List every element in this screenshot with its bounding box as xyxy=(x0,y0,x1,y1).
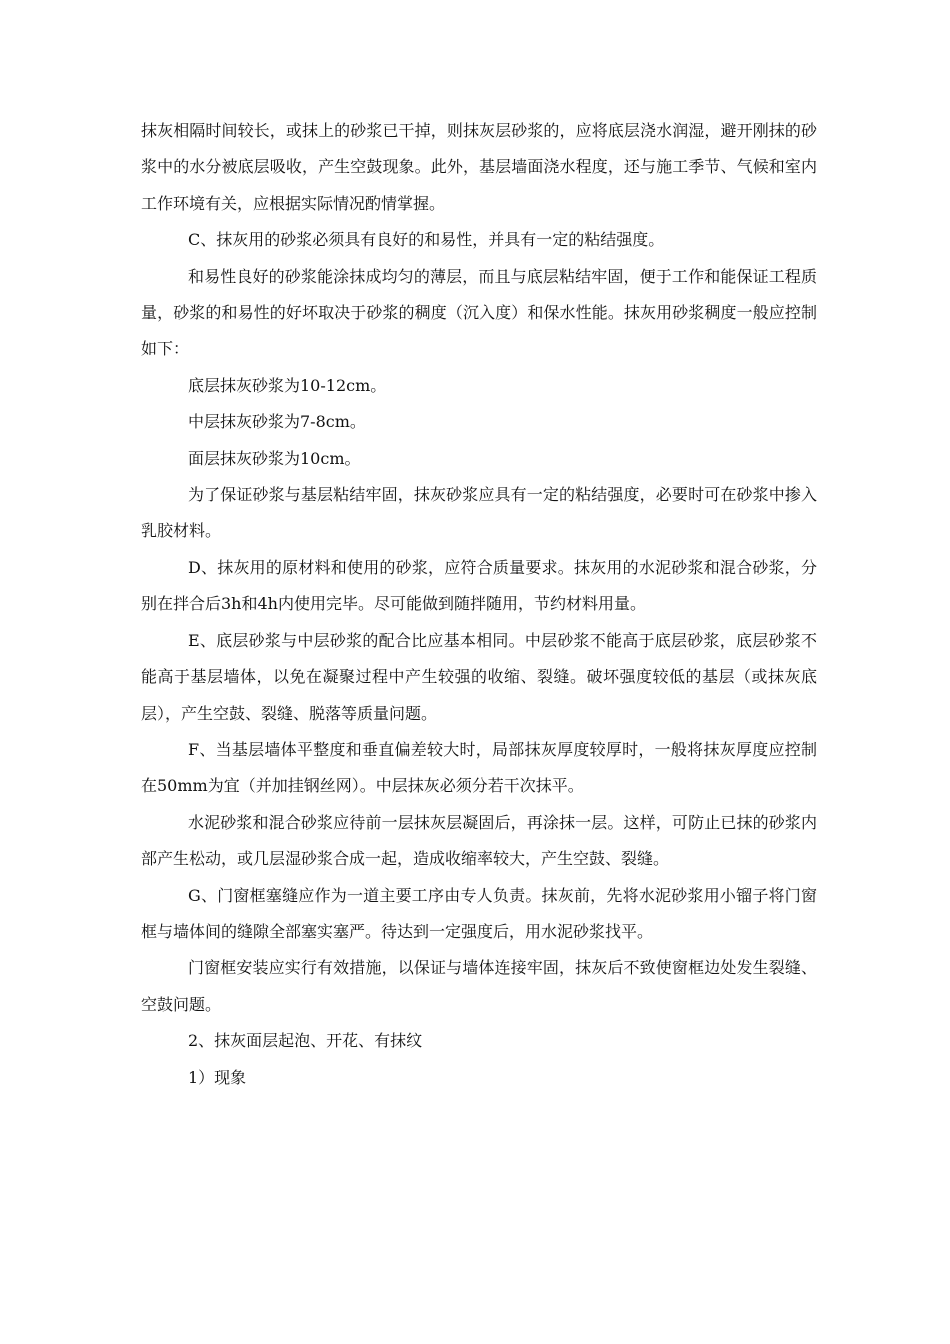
paragraph-item-e: E、底层砂浆与中层砂浆的配合比应基本相同。中层砂浆不能高于底层砂浆，底层砂浆不能高于基层墙体，以免在凝聚过程中产生较强的收缩、裂缝。破坏强度较低的基层（或抹灰底层），产生空鼓、裂缝、脱落等质量问题。 xyxy=(141,630,817,723)
paragraph-frame-installation: 门窗框安装应实行有效措施，以保证与墙体连接牢固，抹灰后不致使窗框边处发生裂缝、空鼓问题。 xyxy=(141,958,817,1014)
paragraph-layering: 水泥砂浆和混合砂浆应待前一层抹灰层凝固后，再涂抹一层。这样，可防止已抹的砂浆内部产生松动，或几层湿砂浆合成一起，造成收缩率较大，产生空鼓、裂缝。 xyxy=(141,812,817,869)
document-body xyxy=(141,113,817,1096)
paragraph-workability: 和易性良好的砂浆能涂抹成均匀的薄层，而且与底层粘结牢固，便于工作和能保证工程质量，砂浆的和易性的好坏取决于砂浆的稠度（沉入度）和保水性能。抹灰用砂浆稠度一般应控制如下： xyxy=(141,266,817,359)
paragraph-item-c: C、抹灰用的砂浆必须具有良好的和易性，并具有一定的粘结强度。 xyxy=(188,230,665,250)
paragraph-item-f: F、当基层墙体平整度和垂直偏差较大时，局部抹灰厚度较厚时，一般将抹灰厚度应控制在50mm为宜（并加挂钢丝网）。中层抹灰必须分若干次抹平。 xyxy=(141,739,817,796)
paragraph-surface-layer-consistency: 面层抹灰砂浆为10cm。 xyxy=(188,448,361,468)
paragraph-item-g: G、门窗框塞缝应作为一道主要工序由专人负责。抹灰前，先将水泥砂浆用小镏子将门窗框与墙体间的缝隙全部塞实塞严。待达到一定强度后，用水泥砂浆找平。 xyxy=(141,885,817,941)
paragraph-middle-layer-consistency: 中层抹灰砂浆为7-8cm。 xyxy=(188,412,366,432)
paragraph-continuation: 抹灰相隔时间较长，或抹上的砂浆已干掉，则抹灰层砂浆的，应将底层浇水润湿，避开刚抹的砂浆中的水分被底层吸收，产生空鼓现象。此外，基层墙面浇水程度，还与施工季节、气候和室内工作环境有关，应根据实际情况酌情掌握。 xyxy=(141,121,817,213)
section-heading-2: 2、抹灰面层起泡、开花、有抹纹 xyxy=(188,1031,423,1051)
subsection-heading-phenomenon: 1）现象 xyxy=(188,1067,247,1087)
paragraph-bond-strength: 为了保证砂浆与基层粘结牢固，抹灰砂浆应具有一定的粘结强度，必要时可在砂浆中掺入乳胶材料。 xyxy=(141,485,817,541)
paragraph-item-d: D、抹灰用的原材料和使用的砂浆，应符合质量要求。抹灰用的水泥砂浆和混合砂浆，分别在拌合后3h和4h内使用完毕。尽可能做到随拌随用，节约材料用量。 xyxy=(141,557,817,614)
paragraph-base-layer-consistency: 底层抹灰砂浆为10-12cm。 xyxy=(188,375,387,395)
